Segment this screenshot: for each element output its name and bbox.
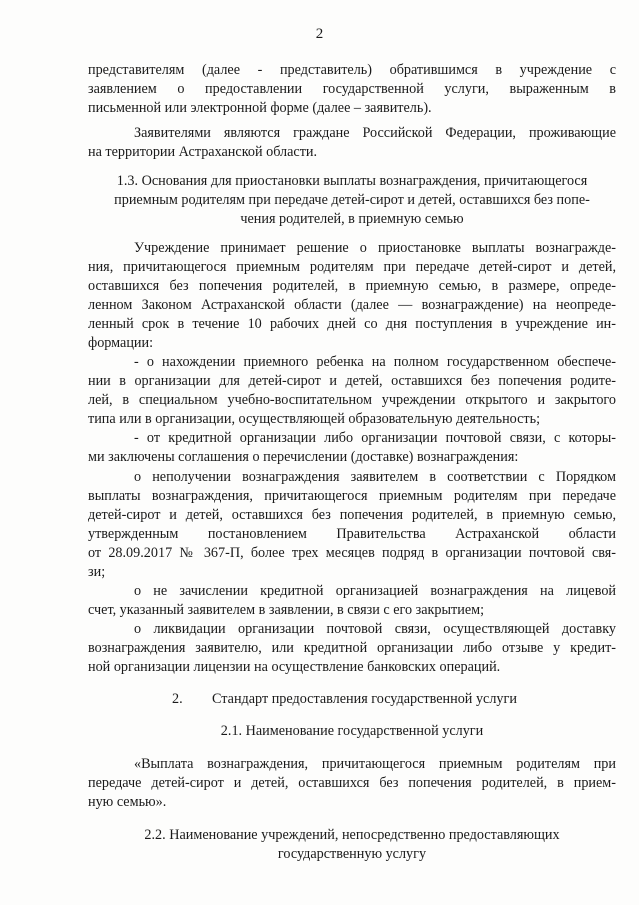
page-number: 2 — [315, 26, 324, 42]
paragraph-line: оставшихся без попечения родителей, в приемную семью, в размере, опреде- — [88, 278, 616, 294]
list-item: от 28.09.2017 № 367-П, более трех месяцев подряд в организации почтовой свя- — [88, 545, 616, 561]
list-item: - о нахождении приемного ребенка на полном государственном обеспече- — [134, 354, 616, 370]
section-heading-1-3: 1.3. Основания для приостановки выплаты вознаграждения, причитающегося — [116, 173, 588, 189]
paragraph-line: заявлением о предоставлении государственной услуги, выраженным в — [88, 81, 616, 97]
list-item: счет, указанный заявителем в заявлении, в связи с его закрытием; — [88, 602, 485, 618]
list-item: лей, в специальном учебно-воспитательном учреждении открытого и закрытого — [88, 392, 616, 408]
paragraph-line: письменной или электронной форме (далее – заявитель). — [88, 100, 432, 116]
section-heading-1-3: чения родителей, в приемную семью — [240, 211, 464, 227]
list-item: о неполучении вознаграждения заявителем в соответствии с Порядком — [134, 469, 616, 485]
list-item: выплаты вознаграждения, причитающегося приемным родителям при передаче — [88, 488, 616, 504]
paragraph-line: передаче детей-сирот и детей, оставшихся без попечения родителей, в прием- — [88, 775, 616, 791]
list-item: нии в организации для детей-сирот и детей, оставшихся без попечения родите- — [88, 373, 616, 389]
paragraph-line: представителям (далее - представитель) обратившимся в учреждение с — [88, 62, 616, 78]
list-item: детей-сирот и детей, оставшихся без попечения родителей, в приемную семью, — [88, 507, 616, 523]
paragraph-line: ную семью». — [88, 794, 167, 810]
list-item: зи; — [88, 564, 106, 580]
list-item: вознаграждения заявителю, или кредитной организации либо отзыве у кредит- — [88, 640, 616, 656]
list-item: типа или в организации, осуществляющей образовательную деятельность; — [88, 411, 541, 427]
section-number: 2. — [172, 691, 183, 707]
list-item: утвержденным постановлением Правительства Астраханской области — [88, 526, 616, 542]
list-item: о не зачислении кредитной организацией вознаграждения на лицевой — [134, 583, 616, 599]
list-item: ной организации лицензии на осуществление банковских операций. — [88, 659, 501, 675]
paragraph-line: ния, причитающегося приемным родителям при передаче детей-сирот и детей, — [88, 259, 616, 275]
paragraph-line: Учреждение принимает решение о приостановке выплаты вознагражде- — [134, 240, 616, 256]
section-heading-1-3: приемным родителям при передаче детей-сирот и детей, оставшихся без попе- — [114, 192, 590, 208]
section-title: Стандарт предоставления государственной услуги — [212, 691, 517, 707]
list-item: ми заключены соглашения о перечислении (доставке) вознаграждения: — [88, 449, 519, 465]
list-item: о ликвидации организации почтовой связи, осуществляющей доставку — [134, 621, 616, 637]
paragraph-line: формации: — [88, 335, 154, 351]
paragraph-line: «Выплата вознаграждения, причитающегося приемным родителям при — [134, 756, 616, 772]
paragraph-line: на территории Астраханской области. — [88, 144, 318, 160]
paragraph-line: ленный срок в течение 10 рабочих дней со дня поступления в учреждение ин- — [88, 316, 616, 332]
list-item: - от кредитной организации либо организации почтовой связи, с которы- — [134, 430, 616, 446]
paragraph-line: ленном Законом Астраханской области (далее — вознаграждение) на неопреде- — [88, 297, 616, 313]
paragraph-line: Заявителями являются граждане Российской Федерации, проживающие — [134, 125, 616, 141]
section-heading-2-1: 2.1. Наименование государственной услуги — [220, 723, 484, 739]
section-heading-2-2: 2.2. Наименование учреждений, непосредственно предоставляющих — [144, 827, 560, 843]
section-heading-2-2: государственную услугу — [277, 846, 427, 862]
